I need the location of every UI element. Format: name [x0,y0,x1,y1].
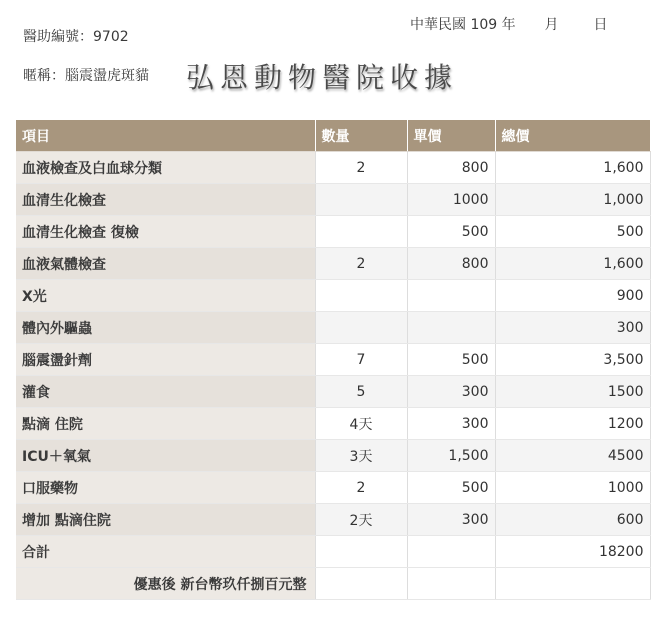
cell-item: 血清生化檢查 復檢 [16,216,315,248]
column-header-item: 項目 [16,120,315,152]
table-row [16,152,650,184]
cell-total: 4500 [495,440,650,472]
cell-quantity: 3天 [315,440,407,472]
cell-unit-price: 300 [407,504,495,536]
cell-unit-price: 800 [407,248,495,280]
cell-quantity [315,280,407,312]
cell-quantity: 2 [315,152,407,184]
cell-quantity: 2 [315,472,407,504]
cell-total: 300 [495,312,650,344]
cell-total: 600 [495,504,650,536]
table-row [16,248,650,280]
cell-unit-price [407,312,495,344]
cell-quantity: 2天 [315,504,407,536]
date-year: 中華民國 109 年 [410,17,516,33]
cell-item: 灌食 [16,376,315,408]
cell-total: 1500 [495,376,650,408]
cell-unit-price: 500 [407,344,495,376]
receipt-date [410,14,607,34]
patient-nickname: 暱稱：腦震盪虎斑貓 [23,68,149,84]
discount-row [16,568,650,600]
cell-unit-price: 500 [407,472,495,504]
cell-item: 體內外驅蟲 [16,312,315,344]
cell-unit-price [407,536,495,568]
table-row [16,504,650,536]
cell-unit-price [407,280,495,312]
cell-total: 1,000 [495,184,650,216]
table-row [16,376,650,408]
date-day: 日 [593,17,608,33]
cell-unit-price: 800 [407,152,495,184]
cell-unit-price: 1,500 [407,440,495,472]
table-row [16,536,650,568]
date-month: 月 [544,17,559,33]
cell-quantity: 4天 [315,408,407,440]
column-header-unit-price: 單價 [407,120,495,152]
hospital-id: 醫助編號：9702 [23,29,129,45]
cell-quantity [315,312,407,344]
cell-total: 1,600 [495,152,650,184]
cell-quantity [315,536,407,568]
table-header-row [16,120,650,152]
table-row [16,344,650,376]
cell-total: 1,600 [495,248,650,280]
table-row [16,216,650,248]
discount-note: 優惠後 新台幣玖仟捌百元整 [16,568,315,600]
cell-total: 3,500 [495,344,650,376]
cell-quantity: 7 [315,344,407,376]
cell-item: 血液檢查及白血球分類 [16,152,315,184]
cell-total: 900 [495,280,650,312]
table-row [16,312,650,344]
cell-total: 18200 [495,536,650,568]
cell-item: 腦震盪針劑 [16,344,315,376]
cell-item: 血液氣體檢查 [16,248,315,280]
table-row [16,440,650,472]
cell-unit-price: 300 [407,376,495,408]
cell-item: 血清生化檢查 [16,184,315,216]
cell-item: ICU＋氧氣 [16,440,315,472]
receipt-table [16,120,651,600]
cell-quantity: 2 [315,248,407,280]
cell-item: X光 [16,280,315,312]
cell-unit-price: 500 [407,216,495,248]
cell-item: 增加 點滴住院 [16,504,315,536]
table-row [16,408,650,440]
cell-total: 1000 [495,472,650,504]
cell-item: 點滴 住院 [16,408,315,440]
table-row [16,184,650,216]
column-header-total: 總價 [495,120,650,152]
table-row [16,280,650,312]
cell-quantity [315,216,407,248]
table-row [16,472,650,504]
receipt-title: 弘恩動物醫院收據 [186,61,459,94]
cell-total: 500 [495,216,650,248]
cell-unit-price: 300 [407,408,495,440]
cell-item: 口服藥物 [16,472,315,504]
column-header-quantity: 數量 [315,120,407,152]
cell-unit-price: 1000 [407,184,495,216]
cell-quantity: 5 [315,376,407,408]
cell-quantity [315,184,407,216]
cell-total: 1200 [495,408,650,440]
cell-item: 合計 [16,536,315,568]
